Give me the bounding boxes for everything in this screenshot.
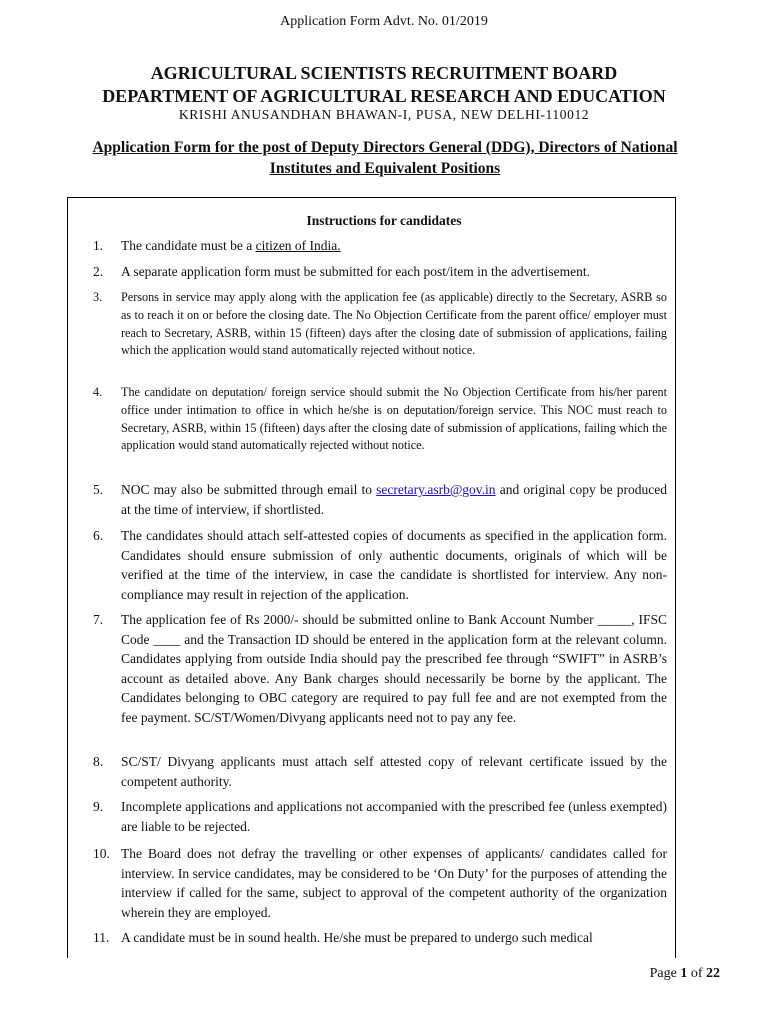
department-name: DEPARTMENT OF AGRICULTURAL RESEARCH AND EDUCATION [102, 86, 666, 106]
item-number: 4. [93, 385, 103, 399]
total-pages: 22 [706, 966, 720, 981]
instruction-item [93, 797, 667, 836]
item-number: 3. [93, 290, 103, 304]
instruction-item [93, 526, 667, 604]
item-number: 11. [93, 930, 110, 945]
current-page: 1 [680, 966, 688, 981]
instruction-item [93, 928, 667, 948]
item-text: Persons in service may apply along with the application fee (as applicable) directly to the Secretary, ASRB so as to reach it on or before the closing date. The No Objection Certificate from the parent office/ employer must reach to Secretary, ASRB, within 15 (fifteen) days after the closing date of submission of applications, failing which the application would stand automatically rejected without notice. [121, 290, 667, 358]
item-number: 2. [93, 264, 104, 279]
item-text: The Board does not defray the travelling or other expenses of applicants/ candidates called for interview. In service candidates, may be considered to be ‘On Duty’ for the purposes of attending the interview if called for the same, subject to approval of the competent authority of the organization wherein they are employed. [121, 846, 667, 920]
item-text: and original copy be produced at the time of interview, if shortlisted. [121, 482, 668, 517]
item-number: 10. [93, 846, 110, 861]
item-number: 5. [93, 482, 104, 497]
instruction-item [93, 844, 667, 922]
instruction-item [93, 610, 667, 727]
instruction-item [93, 752, 667, 791]
item-text: The application fee of Rs 2000/- should be submitted online to Bank Account Number _____, IFSC Code ____ and the Transaction ID should be entered in the application form at the relevant column. Candidates applying from outside India should pay the prescribed fee through “SWIFT” in ASRB’s account as detailed above. Any Bank charges should necessarily be borne by the applicant. The Candidates belonging to OBC category are required to pay full fee and are not exempted from the fee payment. SC/ST/Women/Divyang applicants need not to pay any fee. [121, 612, 667, 725]
item-number: 7. [93, 612, 104, 627]
instruction-item [93, 480, 667, 519]
document-header: Application Form Advt. No. 01/2019 [280, 14, 488, 29]
citizen-text: citizen of India. [255, 238, 341, 253]
of-label: of [690, 966, 703, 981]
instruction-item [93, 384, 667, 455]
instruction-item [93, 262, 667, 282]
item-text: The candidate on deputation/ foreign service should submit the No Objection Certificate from his/her parent office under intimation to office in which he/she is on deputation/foreign service. This NOC must reach to Secretary, ASRB, within 15 (fifteen) days after the closing date of submission of applications, failing which the application would stand automatically rejected without notice. [121, 385, 667, 453]
page-number [650, 966, 720, 982]
page-label: Page [649, 966, 677, 981]
item-text: NOC may also be submitted through email to [121, 482, 377, 497]
address: KRISHI ANUSANDHAN BHAWAN-I, PUSA, NEW DELHI-110012 [178, 107, 590, 122]
form-title: Application Form for the post of Deputy Directors General (DDG), Directors of National Institutes and Equivalent Positions [92, 139, 678, 177]
item-text: A candidate must be in sound health. He/she must be prepared to undergo such medical [121, 930, 593, 945]
item-number: 9. [93, 799, 104, 814]
item-text: A separate application form must be submitted for each post/item in the advertisement. [121, 264, 590, 279]
item-text: Incomplete applications and applications not accompanied with the prescribed fee (unless exempted) are liable to be rejected. [121, 799, 667, 834]
instruction-item [93, 236, 667, 256]
instruction-item [93, 289, 667, 360]
item-number: 8. [93, 754, 104, 769]
organization-name: AGRICULTURAL SCIENTISTS RECRUITMENT BOARD [150, 63, 618, 83]
email-link[interactable]: secretary.asrb@gov.in [376, 482, 496, 497]
item-text: SC/ST/ Divyang applicants must attach self attested copy of relevant certificate issued by the competent authority. [121, 754, 667, 789]
item-number: 1. [93, 238, 104, 253]
item-text: The candidate must be a [121, 238, 256, 253]
item-number: 6. [93, 528, 104, 543]
item-text: The candidates should attach self-attested copies of documents as specified in the application form. Candidates should ensure submission of only authentic documents, originals of which will be verified at the time of the interview, in case the candidate is shortlisted for interview. Any non-compliance may result in rejection of the application. [121, 528, 667, 602]
instructions-heading: Instructions for candidates [306, 213, 462, 228]
